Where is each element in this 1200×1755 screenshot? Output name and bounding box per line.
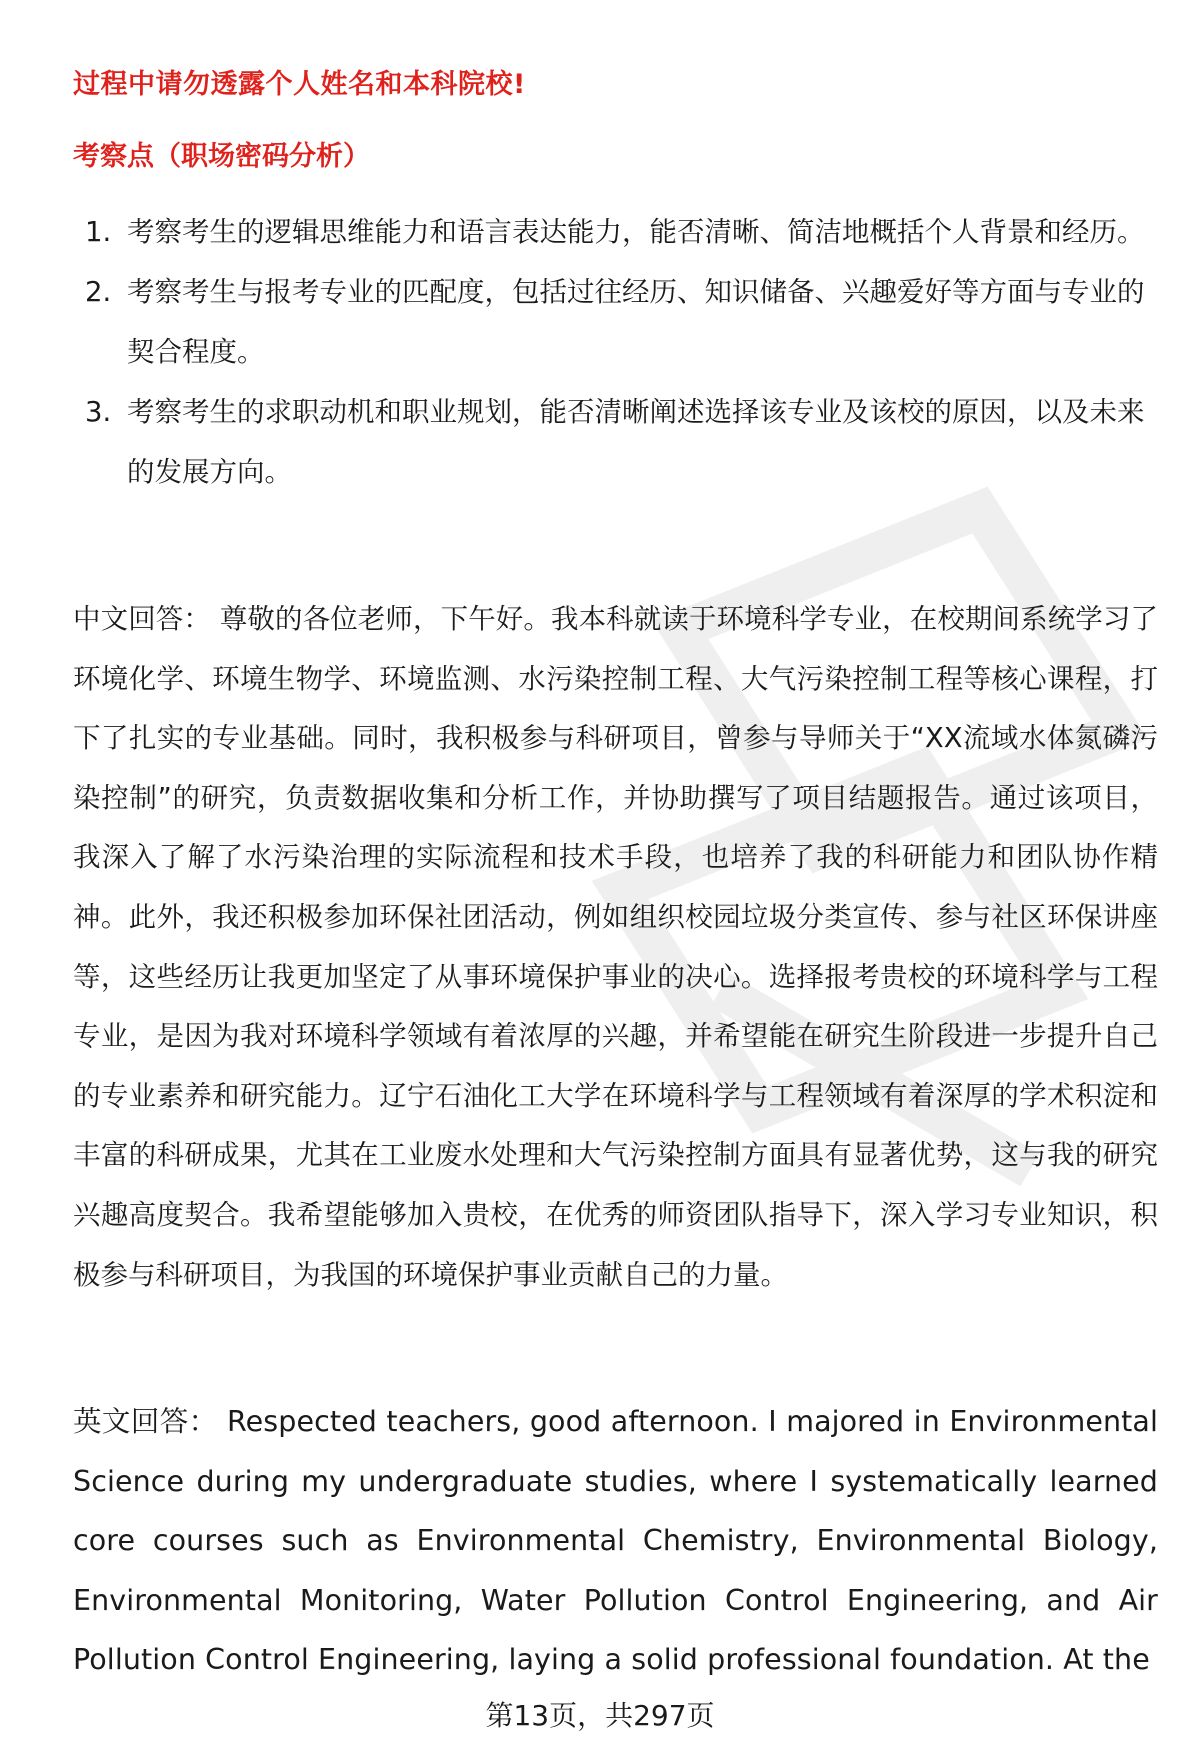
english-answer-label: 英文回答： (73, 1405, 218, 1438)
list-item-text: 考察考生的逻辑思维能力和语言表达能力，能否清晰、简洁地概括个人背景和经历。 (127, 216, 1145, 248)
list-item-number: 2. (85, 276, 112, 308)
list-item-text: 考察考生的求职动机和职业规划，能否清晰阐述选择该专业及该校的原因，以及未来的发展方向。 (127, 396, 1145, 488)
privacy-warning: 过程中请勿透露个人姓名和本科院校! (73, 69, 526, 100)
list-item-number: 3. (85, 396, 112, 428)
list-item (73, 202, 1148, 262)
list-item-number: 1. (85, 216, 112, 248)
assessment-points-list (73, 202, 1148, 502)
chinese-answer-label: 中文回答： (73, 603, 211, 635)
chinese-answer (73, 590, 1158, 1305)
list-item (73, 382, 1148, 502)
page-number: 第13页，共297页 (485, 1699, 715, 1732)
english-answer (73, 1392, 1158, 1690)
section-heading: 考察点（职场密码分析） (73, 141, 370, 172)
chinese-answer-text: 尊敬的各位老师，下午好。我本科就读于环境科学专业，在校期间系统学习了环境化学、环境生物学、环境监测、水污染控制工程、大气污染控制工程等核心课程，打下了扎实的专业基础。同时，我积极参与科研项目，曾参与导师关于“XX流域水体氮磷污染控制”的研究，负责数据收集和分析工作，并协助撰写了项目结题报告。通过该项目，我深入了解了水污染治理的实际流程和技术手段，也培养了我的科研能力和团队协作精神。此外，我还积极参加环保社团活动，例如组织校园垃圾分类宣传、参与社区环保讲座等，这些经历让我更加坚定了从事环境保护事业的决心。选择报考贵校的环境科学与工程专业，是因为我对环境科学领域有着浓厚的兴趣，并希望能在研究生阶段进一步提升自己的专业素养和研究能力。辽宁石油化工大学在环境科学与工程领域有着深厚的学术积淀和丰富的科研成果，尤其在工业废水处理和大气污染控制方面具有显著优势，这与我的研究兴趣高度契合。我希望能够加入贵校，在优秀的师资团队指导下，深入学习专业知识，积极参与科研项目，为我国的环境保护事业贡献自己的力量。 (73, 603, 1158, 1291)
english-answer-text: Respected teachers, good afternoon. I majored in Environmental Science during my undergraduate studies, where I systematically learned core courses such as Environmental Chemistry, Environmental Biology, Environmental Monitoring, Water Pollution Control Engineering, and Air Pollution Control Engineering, laying a solid professional foundation. At the (73, 1405, 1158, 1677)
list-item (73, 262, 1148, 382)
list-item-text: 考察考生与报考专业的匹配度，包括过往经历、知识储备、兴趣爱好等方面与专业的契合程度。 (127, 276, 1145, 368)
